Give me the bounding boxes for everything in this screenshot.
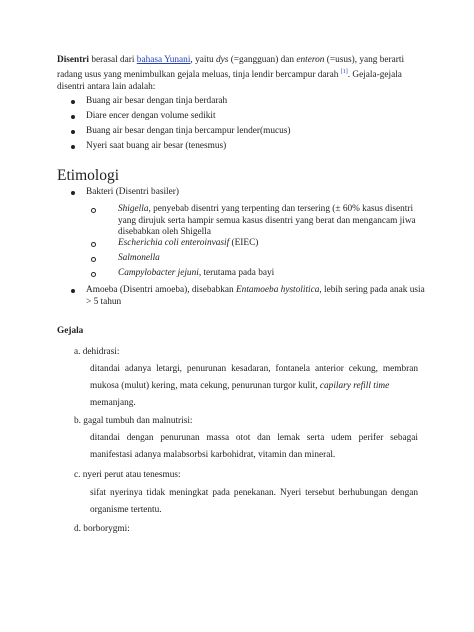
term-capillary-refill-time: capilary refill time	[319, 381, 390, 391]
intro-text: , yaitu	[190, 55, 216, 65]
gejala-label-c: c. nyeri perut atau tenesmus:	[74, 470, 181, 480]
term-campylobacter: Campylobacter jejuni	[118, 268, 199, 278]
reference-link[interactable]: [1]	[340, 68, 348, 75]
term-dys: dys	[215, 55, 229, 65]
term-entamoeba: Entamoeba hystolitica	[236, 285, 320, 295]
bullet-icon	[71, 289, 75, 293]
intro-text: (=gangguan) dan	[228, 55, 297, 65]
list-item-text: Nyeri saat buang air besar (tenesmus)	[86, 141, 227, 151]
campy-suffix: , terutama pada bayi	[198, 268, 275, 278]
gejala-a-last: memanjang.	[90, 398, 136, 408]
list-item	[57, 124, 290, 139]
symptom-list	[57, 94, 290, 154]
list-item-text: Buang air besar dengan tinja bercampur lender(mucus)	[86, 126, 291, 136]
gejala-label-a: a. dehidrasi:	[74, 347, 120, 357]
intro-text: berasal dari	[89, 55, 137, 65]
gejala-text-b: ditandai dengan penurunan massa otot dan lemak serta udem perifer sebagai manifestasi adanya malabsorbsi karbohidrat, vitamin dan mineral.	[90, 433, 418, 460]
circle-bullet-icon	[91, 257, 96, 262]
heading-etimologi: Etimologi	[57, 167, 119, 184]
gejala-a-text: ditandai adanya letargi, penurunan kesadaran, fontanela anterior cekung, membran mukosa (mulut) kering, mata cekung, penurunan turgor kulit,	[90, 364, 418, 391]
term-salmonella: Salmonella	[118, 253, 160, 263]
circle-bullet-icon	[91, 272, 96, 277]
list-item	[57, 139, 290, 154]
term-enteron: enteron	[296, 55, 325, 65]
amoeba-item	[86, 285, 426, 308]
shigella-desc: , penyebab disentri yang terpenting dan tersering (± 60% kasus disentri yang dirujuk serta hampir semua kasus disentri yang berat dan mengancam jiwa disebabkan oleh Shigella	[118, 204, 416, 238]
list-item-text: Buang air besar dengan tinja berdarah	[86, 96, 228, 106]
ecoli-suffix: (EIEC)	[229, 238, 259, 248]
bullet-icon	[71, 115, 75, 119]
gejala-text-c: sifat nyerinya tidak meningkat pada penekanan. Nyeri tersebut berhubungan dengan organisme tertentu.	[90, 488, 418, 515]
bakteri-item: Bakteri (Disentri basiler)	[86, 187, 179, 197]
gejala-text-a	[90, 361, 418, 412]
bullet-icon	[71, 100, 75, 104]
term-ecoli: Escherichia coli enteroinvasif	[118, 238, 230, 248]
circle-bullet-icon	[91, 208, 96, 213]
term-disentri: Disentri	[57, 55, 90, 65]
amoeba-text: , lebih sering pada anak usia > 5 tahun	[86, 285, 425, 307]
bullet-icon	[71, 191, 75, 195]
shigella-text	[118, 204, 421, 239]
ecoli-text	[118, 238, 258, 250]
heading-gejala: Gejala	[57, 326, 84, 336]
circle-bullet-icon	[91, 242, 96, 247]
list-item-text: Diare encer dengan volume sedikit	[86, 111, 216, 121]
campy-text	[118, 268, 274, 280]
list-item	[57, 94, 290, 109]
gejala-label-d: d. borborygmi:	[74, 524, 130, 534]
intro-paragraph	[57, 55, 427, 93]
amoeba-text: Amoeba (Disentri amoeba), disebabkan	[86, 285, 236, 295]
term-shigella: Shigella	[118, 204, 149, 214]
intro-text: (=usus), yang berarti radang usus yang menimbulkan gejala meluas, tinja lendir bercampur darah	[57, 55, 405, 80]
gejala-label-b: b. gagal tumbuh dan malnutrisi:	[74, 416, 193, 426]
list-item	[57, 109, 290, 124]
bullet-icon	[71, 145, 75, 149]
bullet-icon	[71, 130, 75, 134]
intro-text: . Gejala-gejala disentri antara lain adalah:	[57, 69, 402, 92]
link-bahasa-yunani[interactable]: bahasa Yunani	[136, 55, 191, 65]
